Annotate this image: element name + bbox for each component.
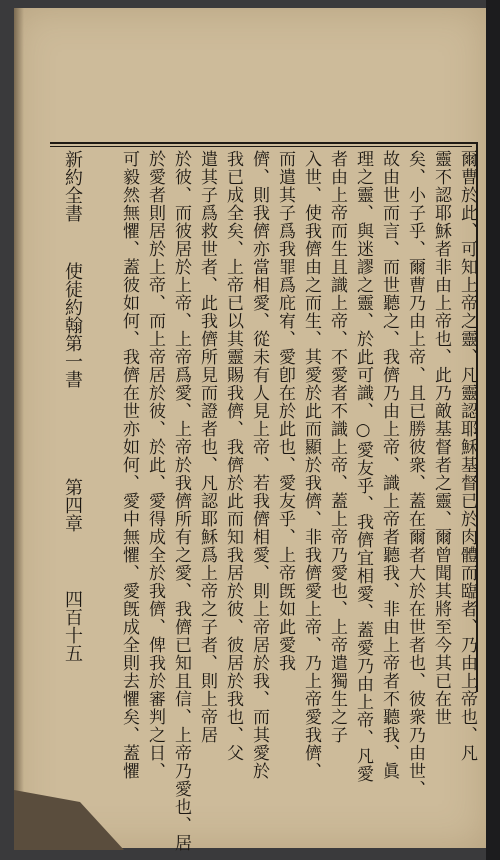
background-strip [486, 0, 500, 860]
text-column: 入世、使我儕由之而生、其愛於此而顯於我儕、非我儕愛上帝、乃上帝愛我儕、 [301, 150, 321, 780]
text-column: 故由世而言、而世聽之、我儕乃由上帝、識上帝者聽我、非由上帝者不聽我、眞 [379, 150, 399, 780]
text-column: 而遣其子爲我罪爲庇宥、愛卽在於此也、愛友乎、上帝旣如此愛我 [275, 150, 295, 672]
text-column: 儕、則我儕亦當相愛、從未有人見上帝、若我儕相愛、則上帝居於我、而其愛於 [249, 150, 269, 780]
text-column: 靈不認耶穌者非由上帝也、此乃敵基督者之靈、爾曾聞其將至今其已在世 [431, 150, 451, 726]
book-name: 使徒約翰第一書 [62, 262, 83, 388]
text-column: 可毅然無懼、蓋彼如何、我儕在世亦如何、愛中無懼、愛旣成全則去懼矣、蓋懼 [119, 150, 139, 780]
text-column: 理之靈、與迷謬之靈、於此可識、○愛友乎、我儕宜相愛、蓋愛乃由上帝、凡愛 [353, 150, 373, 783]
text-column: 於愛者則居於上帝、而上帝居於彼、於此、愛得成全於我儕、俾我於審判之日、 [145, 150, 165, 780]
text-column: 於彼、而彼居於上帝、上帝爲愛、上帝於我儕所有之愛、我儕已知且信、上帝乃愛也、居 [171, 150, 191, 852]
text-column: 者由上帝而生且識上帝、不愛者不識上帝、蓋上帝乃愛也、上帝遣獨生之子 [327, 150, 347, 744]
text-column: 矣、小子乎、爾曹乃由上帝、且已勝彼衆、蓋在爾者大於在世者也、彼衆乃由世、 [405, 150, 425, 798]
text-column: 遣其子爲救世者、此我儕所見而證者也、凡認耶穌爲上帝之子者、則上帝居 [197, 150, 217, 744]
chapter-label: 第四章 [62, 478, 83, 532]
text-column: 我已成全矣、上帝已以其靈賜我儕、我儕於此而知我居於彼、彼居於我也、父 [223, 150, 243, 762]
frame-inner-rule [50, 146, 472, 147]
spine-shadow [14, 8, 24, 848]
page-number: 四百十五 [62, 590, 83, 662]
text-column: 爾曹於此、可知上帝之靈、凡靈認耶穌基督已於肉體而臨者、乃由上帝也、凡 [457, 150, 477, 762]
running-title: 新約全書 [62, 150, 83, 222]
